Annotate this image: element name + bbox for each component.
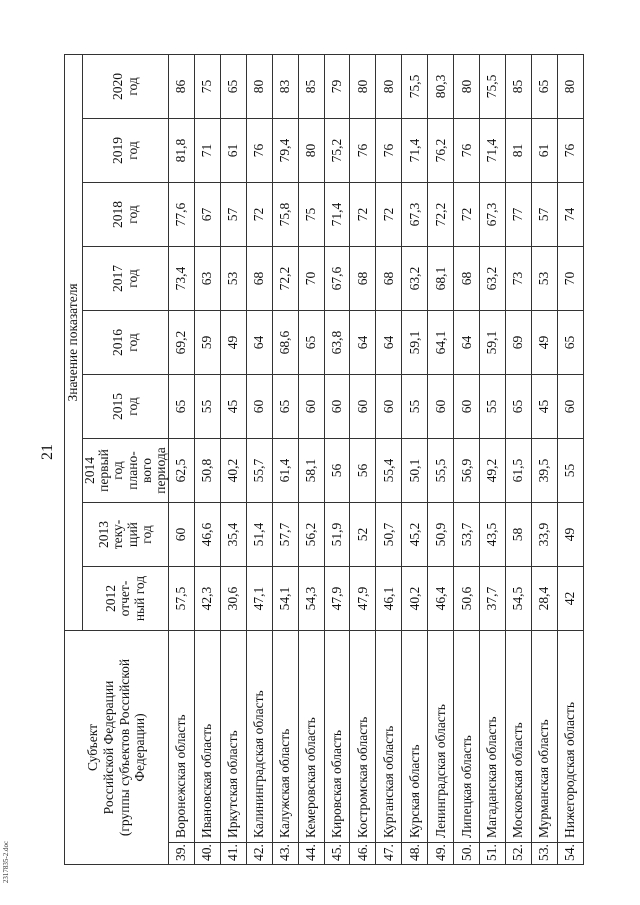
table-row [557, 54, 583, 864]
value-cell: 70 [557, 247, 583, 311]
value-cell: 57 [220, 183, 246, 247]
region-name: Костромская область [350, 631, 376, 843]
table-row [376, 54, 402, 864]
value-cell: 65 [557, 311, 583, 375]
row-number: 48. [402, 843, 428, 865]
value-cell: 56 [324, 439, 350, 503]
value-cell: 50,1 [402, 439, 428, 503]
value-cell: 53 [531, 247, 557, 311]
value-cell: 62,5 [169, 439, 195, 503]
row-number: 45. [324, 843, 350, 865]
value-cell: 76 [246, 119, 272, 183]
value-cell: 72,2 [428, 183, 454, 247]
value-cell: 61 [220, 119, 246, 183]
region-name: Липецкая область [454, 631, 480, 843]
value-cell: 28,4 [531, 567, 557, 631]
value-cell: 60 [557, 375, 583, 439]
value-cell: 61,5 [506, 439, 532, 503]
value-cell: 51,9 [324, 503, 350, 567]
table-body [169, 54, 584, 864]
value-cell: 33,9 [531, 503, 557, 567]
header-row-top [65, 54, 83, 864]
indicator-header: Значение показателя [65, 54, 83, 630]
value-cell: 72 [246, 183, 272, 247]
value-cell: 63 [194, 247, 220, 311]
value-cell: 64 [246, 311, 272, 375]
value-cell: 55,7 [246, 439, 272, 503]
value-cell: 64 [454, 311, 480, 375]
value-cell: 59 [194, 311, 220, 375]
value-cell: 72 [350, 183, 376, 247]
value-cell: 65 [272, 375, 298, 439]
table-row [324, 54, 350, 864]
value-cell: 57,5 [169, 567, 195, 631]
region-name: Иркутская область [220, 631, 246, 843]
row-number: 41. [220, 843, 246, 865]
row-number: 53. [531, 843, 557, 865]
value-cell: 58 [506, 503, 532, 567]
year-header: 2020 год [83, 54, 169, 118]
value-cell: 65 [298, 311, 324, 375]
value-cell: 46,6 [194, 503, 220, 567]
value-cell: 60 [350, 375, 376, 439]
value-cell: 64 [350, 311, 376, 375]
value-cell: 60 [246, 375, 272, 439]
value-cell: 55 [480, 375, 506, 439]
value-cell: 55 [557, 439, 583, 503]
year-header: 2015 год [83, 375, 169, 439]
table-row [194, 54, 220, 864]
value-cell: 49 [220, 311, 246, 375]
value-cell: 72 [376, 183, 402, 247]
row-number: 49. [428, 843, 454, 865]
table-row [531, 54, 557, 864]
year-header: 2017 год [83, 247, 169, 311]
year-header: 2014 первый год плано- вого периода [83, 439, 169, 503]
value-cell: 47,1 [246, 567, 272, 631]
value-cell: 55,5 [428, 439, 454, 503]
value-cell: 75,8 [272, 183, 298, 247]
value-cell: 61 [531, 119, 557, 183]
value-cell: 39,5 [531, 439, 557, 503]
year-header: 2012 отчет- ный год [83, 567, 169, 631]
region-name: Московская область [506, 631, 532, 843]
value-cell: 76 [454, 119, 480, 183]
value-cell: 57,7 [272, 503, 298, 567]
table-row [480, 54, 506, 864]
value-cell: 53 [220, 247, 246, 311]
value-cell: 55,4 [376, 439, 402, 503]
year-header: 2016 год [83, 311, 169, 375]
value-cell: 42 [557, 567, 583, 631]
year-header: 2018 год [83, 183, 169, 247]
region-name: Кировская область [324, 631, 350, 843]
value-cell: 75,5 [480, 54, 506, 118]
region-name: Мурманская область [531, 631, 557, 843]
value-cell: 80 [246, 54, 272, 118]
value-cell: 56,2 [298, 503, 324, 567]
value-cell: 43,5 [480, 503, 506, 567]
value-cell: 73 [506, 247, 532, 311]
value-cell: 79,4 [272, 119, 298, 183]
indicator-table [64, 54, 584, 865]
value-cell: 80 [298, 119, 324, 183]
value-cell: 46,1 [376, 567, 402, 631]
value-cell: 63,8 [324, 311, 350, 375]
region-name: Курганская область [376, 631, 402, 843]
row-number: 46. [350, 843, 376, 865]
page-number: 21 [39, 444, 56, 460]
value-cell: 72 [454, 183, 480, 247]
value-cell: 54,1 [272, 567, 298, 631]
row-number: 50. [454, 843, 480, 865]
row-number: 39. [169, 843, 195, 865]
value-cell: 63,2 [480, 247, 506, 311]
value-cell: 47,9 [350, 567, 376, 631]
value-cell: 58,1 [298, 439, 324, 503]
year-header: 2019 год [83, 119, 169, 183]
value-cell: 49,2 [480, 439, 506, 503]
region-name: Калужская область [272, 631, 298, 843]
value-cell: 30,6 [220, 567, 246, 631]
value-cell: 71,4 [480, 119, 506, 183]
value-cell: 80 [454, 54, 480, 118]
value-cell: 69,2 [169, 311, 195, 375]
value-cell: 50,6 [454, 567, 480, 631]
value-cell: 45,2 [402, 503, 428, 567]
region-name: Ленинградская область [428, 631, 454, 843]
value-cell: 68 [376, 247, 402, 311]
row-number: 40. [194, 843, 220, 865]
value-cell: 79 [324, 54, 350, 118]
value-cell: 50,9 [428, 503, 454, 567]
table-row [428, 54, 454, 864]
value-cell: 55 [194, 375, 220, 439]
row-number: 51. [480, 843, 506, 865]
value-cell: 80,3 [428, 54, 454, 118]
value-cell: 76 [350, 119, 376, 183]
value-cell: 71 [194, 119, 220, 183]
value-cell: 60 [298, 375, 324, 439]
value-cell: 50,8 [194, 439, 220, 503]
value-cell: 80 [350, 54, 376, 118]
value-cell: 60 [324, 375, 350, 439]
value-cell: 55 [402, 375, 428, 439]
value-cell: 74 [557, 183, 583, 247]
row-number: 47. [376, 843, 402, 865]
value-cell: 68,1 [428, 247, 454, 311]
value-cell: 54,5 [506, 567, 532, 631]
value-cell: 60 [169, 503, 195, 567]
value-cell: 68,6 [272, 311, 298, 375]
value-cell: 56,9 [454, 439, 480, 503]
value-cell: 83 [272, 54, 298, 118]
value-cell: 60 [428, 375, 454, 439]
table-row [298, 54, 324, 864]
value-cell: 47,9 [324, 567, 350, 631]
value-cell: 71,4 [402, 119, 428, 183]
value-cell: 75 [298, 183, 324, 247]
value-cell: 67,3 [402, 183, 428, 247]
value-cell: 80 [557, 54, 583, 118]
value-cell: 75,2 [324, 119, 350, 183]
table-row [169, 54, 195, 864]
table-row [454, 54, 480, 864]
region-name: Курская область [402, 631, 428, 843]
value-cell: 68 [350, 247, 376, 311]
value-cell: 68 [246, 247, 272, 311]
value-cell: 40,2 [220, 439, 246, 503]
value-cell: 71,4 [324, 183, 350, 247]
value-cell: 70 [298, 247, 324, 311]
value-cell: 49 [531, 311, 557, 375]
region-name: Кемеровская область [298, 631, 324, 843]
value-cell: 80 [376, 54, 402, 118]
table-row [402, 54, 428, 864]
region-name: Калининградская область [246, 631, 272, 843]
value-cell: 67 [194, 183, 220, 247]
value-cell: 40,2 [402, 567, 428, 631]
value-cell: 81,8 [169, 119, 195, 183]
value-cell: 59,1 [402, 311, 428, 375]
row-number: 43. [272, 843, 298, 865]
value-cell: 60 [454, 375, 480, 439]
value-cell: 63,2 [402, 247, 428, 311]
table-row [350, 54, 376, 864]
value-cell: 53,7 [454, 503, 480, 567]
value-cell: 60 [376, 375, 402, 439]
value-cell: 68 [454, 247, 480, 311]
value-cell: 52 [350, 503, 376, 567]
value-cell: 72,2 [272, 247, 298, 311]
value-cell: 50,7 [376, 503, 402, 567]
value-cell: 69 [506, 311, 532, 375]
row-number: 44. [298, 843, 324, 865]
table-row [272, 54, 298, 864]
value-cell: 46,4 [428, 567, 454, 631]
value-cell: 85 [298, 54, 324, 118]
value-cell: 86 [169, 54, 195, 118]
row-number: 52. [506, 843, 532, 865]
value-cell: 76 [557, 119, 583, 183]
value-cell: 65 [506, 375, 532, 439]
value-cell: 76 [376, 119, 402, 183]
value-cell: 76,2 [428, 119, 454, 183]
value-cell: 67,6 [324, 247, 350, 311]
year-header: 2013 теку- щий год [83, 503, 169, 567]
rotated-table-container [64, 55, 584, 865]
value-cell: 45 [220, 375, 246, 439]
document-id: 2317835-2.doc [2, 840, 10, 884]
value-cell: 49 [557, 503, 583, 567]
value-cell: 45 [531, 375, 557, 439]
value-cell: 54,3 [298, 567, 324, 631]
value-cell: 65 [531, 54, 557, 118]
value-cell: 75 [194, 54, 220, 118]
value-cell: 81 [506, 119, 532, 183]
region-name: Нижегородская область [557, 631, 583, 843]
value-cell: 59,1 [480, 311, 506, 375]
value-cell: 65 [220, 54, 246, 118]
table-row [246, 54, 272, 864]
region-name: Ивановская область [194, 631, 220, 843]
value-cell: 61,4 [272, 439, 298, 503]
value-cell: 64 [376, 311, 402, 375]
value-cell: 56 [350, 439, 376, 503]
value-cell: 57 [531, 183, 557, 247]
row-number: 42. [246, 843, 272, 865]
value-cell: 73,4 [169, 247, 195, 311]
value-cell: 85 [506, 54, 532, 118]
value-cell: 77,6 [169, 183, 195, 247]
subject-header: Субъект Российской Федерации (группы субъектов Российской Федерации) [65, 631, 169, 865]
value-cell: 37,7 [480, 567, 506, 631]
table-row [220, 54, 246, 864]
value-cell: 67,3 [480, 183, 506, 247]
value-cell: 65 [169, 375, 195, 439]
value-cell: 64,1 [428, 311, 454, 375]
table-row [506, 54, 532, 864]
value-cell: 75,5 [402, 54, 428, 118]
region-name: Воронежская область [169, 631, 195, 843]
value-cell: 77 [506, 183, 532, 247]
value-cell: 51,4 [246, 503, 272, 567]
row-number: 54. [557, 843, 583, 865]
value-cell: 42,3 [194, 567, 220, 631]
value-cell: 35,4 [220, 503, 246, 567]
region-name: Магаданская область [480, 631, 506, 843]
